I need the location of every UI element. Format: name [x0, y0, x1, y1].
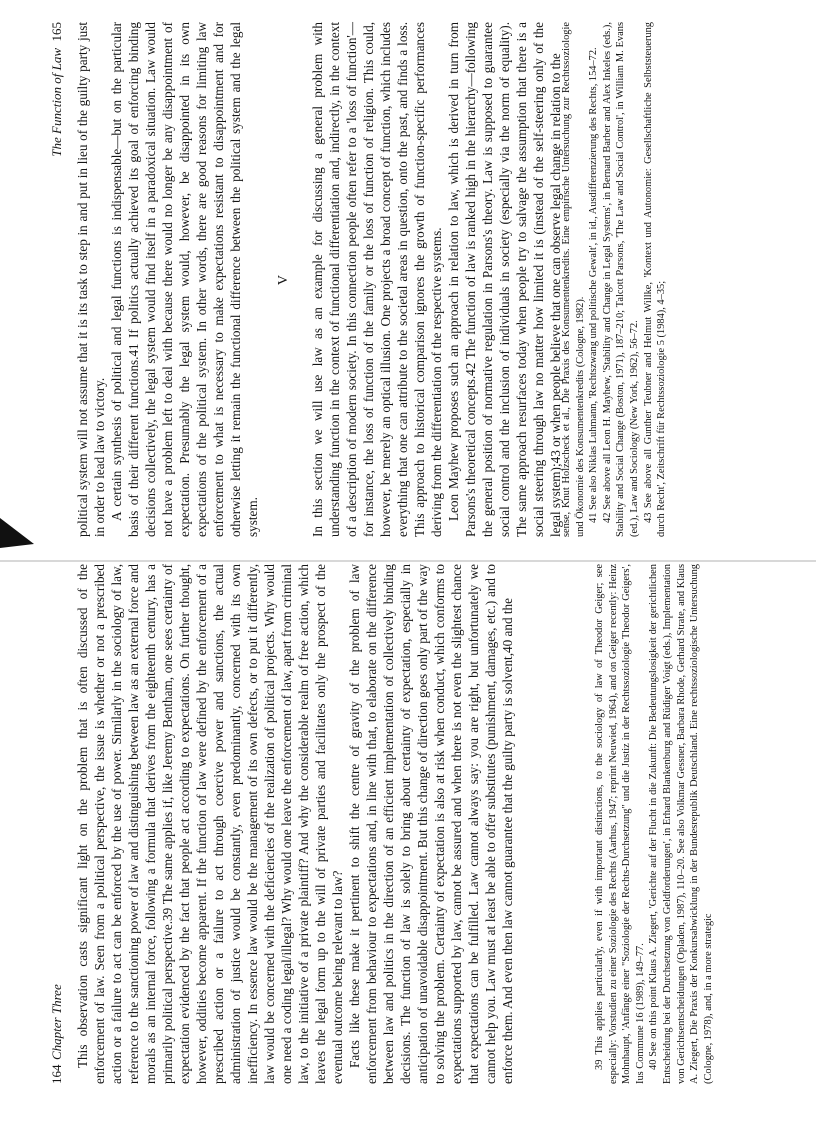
body-text-right: [74, 22, 564, 537]
running-head-left: [48, 564, 66, 1084]
footnote-41: 41 See also Niklas Luhmann, 'Rechtszwang und politische Gewalt', in id., Ausdifferenzierung des Rechts, 154–72.: [588, 47, 600, 523]
running-head-right: [48, 22, 66, 537]
footnotes-left: [593, 564, 715, 1084]
footnote-40-continued: sense, Knut Holzscheck et al., Die Praxis des Konsumentenkredits. Eine empirische Untersuchung zur Rechtssoziologie und Ökonomie des Konsumentenkredits (Cologne, 1982).: [561, 22, 586, 537]
section-heading: V: [276, 273, 291, 286]
paragraph: political system will not assume that it is its task to step in and put in lieu of the guilty party just in order to lead law to victory.: [75, 22, 107, 537]
footnote-39: 39 This applies particularly, even if with important distinctions, to the sociology of law of Theodor Geiger; see especially: Vorstudien zu einer Soziologie des Rechts (Aarhus, 1947; reprint Neuwied, 1964), and on Geiger recently: Heinz Mohnhaupt, 'Anfänge einer "Soziologie der Rechts-Durchsetzung" und die Justiz in der Rechtssoziologie Theodor Geigers', Ius Commune 16 (1989), 149–77.: [594, 564, 646, 1084]
footnote-40: 40 See on this point Klaus A. Ziegert, 'Gerichte auf der Flucht in die Zukunft: Die Bedeutungslosigkeit der gerichtlichen Entscheidung bei der Durchsetzung von Geldforderungen', in Erhard Blankenburg and Rüdiger Voigt (eds.), Implementation von Gerichtsentscheidungen (Opladen, 1987), 110–20. See also Volkmar Gessner, Barbara Rhode, Gerhard Strate, and Klaus A. Ziegert, Die Praxis der Konkursabwicklung in der Bundesrepublik Deutschland. Eine rechtssoziologische Untersuchung (Cologne, 1978), and, in a more strategic: [648, 564, 714, 1084]
paragraph: A certain synthesis of political and legal functions is indispensable—but on the particular basis of their different functions.41 If politics actually achieved its goal of enforcing binding decisions collectively, the legal system would find itself in a paradoxical situation. Law would not have a problem left to deal with because there would no longer be any disappointment of expectation. Presumably the legal system would, however, be disappointed in its own expectations of the political system. In other words, there are good reasons for limiting law enforcement to what is necessary to make expectations resistant to disappointment and for otherwise letting it remain the functional difference between the political system and the legal system.: [109, 22, 260, 537]
paragraph: Facts like these make it pertinent to shift the centre of gravity of the problem of law enforcement from behaviour to expectations and, in line with that, to elaborate on the difference between law and politics in the direction of an efficient implementation of collectively binding decisions. The function of law is solely to bring about certainty of expectation, especially in anticipation of unavoidable disappointment. But this change of direction goes only part of the way to solving the problem. Certainty of expectation is also at risk when conduct, which conforms to expectations supported by law, cannot be assured and when there is not even the slightest chance that expectations can be fulfilled. Law cannot always say: you are right, but unfortunately we cannot help you. Law must at least be able to offer substitutes (punishment, damages, etc.) and to enforce them. And even then law cannot guarantee that the guilty party is solvent,40 and the: [347, 564, 515, 1084]
page-number-left: 164: [49, 1064, 64, 1084]
footnote-43: 43 See above all Gunther Teubner and Helmut Willke, 'Kontext und Autonomie: Gesellschaftliche Selbststeuerung durch Recht', Zeitschrift für Rechtssoziologie 5 (1984), 4–35;: [642, 22, 668, 537]
paragraph: Leon Mayhew proposes such an approach in relation to law, which is derived in turn from Parsons's theoretical concepts.42 The function of law is ranked high in the hierarchy—following the general position of normative regulation in Parsons's theory. Law is supposed to guarantee social control and the inclusion of individuals in society (especially via the norm of equality). The same approach resurfaces today when people try to salvage the assumption that there is a social steering through law no matter how limited it is (instead of the self-steering only of the legal system);43 or when people believe that one can observe legal change in relation to the: [446, 22, 563, 537]
body-text-left: [74, 564, 516, 1084]
chapter-title: Chapter Three: [49, 984, 64, 1060]
footnote-42: 42 See above all Leon H. Mayhew, 'Stability and Change in Legal Systems', in Bernard Barber and Alex Inkeles (eds.), Stability and Social Change (Boston, 1971), 187–210; Talcott Parsons, 'The Law and Social Control', in William M. Evans (ed.), Law and Sociology (New York, 1962), 56–72.: [601, 22, 640, 537]
paragraph: This observation casts significant light on the problem that is often discussed of the enforcement of law. Seen from a political perspective, the issue is whether or not a prescribed action or a failure to act can be enforced by the use of power. Similarly in the sociology of law, reference to the sanctioning power of law and distinguishing between law as an external force and morals as an internal force, following a formula that derives from the eighteenth century, has a primarily political perspective.39 The same applies if, like Jeremy Bentham, one sees certainty of expectation evidenced by the fact that people act according to expectations. On further thought, however, oddities become apparent. If the function of law were defined by the enforcement of a prescribed action or a failure to act through coercive power and sanctions, the actual administration of justice would be constantly, even predominantly, concerned with its own inefficiency. In essence law would be the management of its own defects, or to put it differently, law would be concerned with the deficiencies of the realization of political projects. Why would one need a coding legal/illegal? Why would one leave the enforcement of law, apart from criminal law, to the initiative of a private plaintiff? And why the considerable realm of free action, which leaves the legal form up to the will of private parties and facilitates only the prospect of the eventual outcome being relevant to law?: [75, 564, 345, 1084]
page-right: [0, 22, 816, 537]
footnotes-right: [560, 22, 669, 537]
page-left: [0, 564, 816, 1084]
section-title: The Function of Law: [49, 48, 64, 157]
paragraph: In this section we will use law as an example for discussing a general problem with understanding function in the context of functional differentiation and, indirectly, in the context of a description of modern society. In this connection people often refer to a 'loss of function'—for instance, the loss of function of the family or the loss of function of religion. This could, however, be merely an optical illusion. One projects a broad concept of function, which includes everything that one can attribute to the societal areas in question, onto the past, and finds a loss. This approach to historical comparison ignores the growth of function-specific performances deriving from the differentiation of the respective systems.: [310, 22, 444, 537]
page-number-right: 165: [49, 22, 64, 42]
